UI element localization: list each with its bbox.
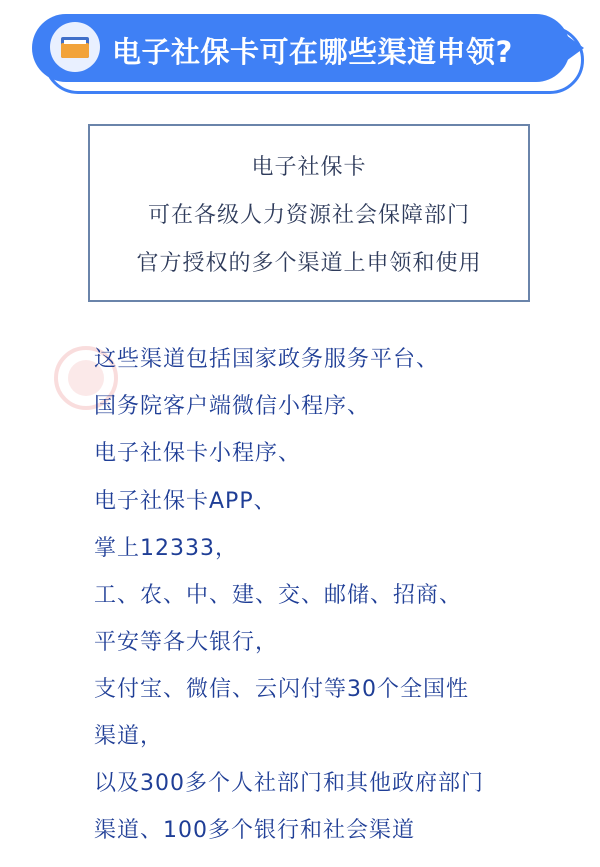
body-line: 支付宝、微信、云闪付等30个全国性 xyxy=(94,677,469,702)
body-line: 掌上12333， xyxy=(94,536,238,561)
body-line: 工、农、中、建、交、邮储、招商、 xyxy=(94,583,463,608)
body-line: 渠道， xyxy=(94,724,164,749)
header xyxy=(0,0,600,110)
quote-box xyxy=(88,124,530,302)
quote-line: 电子社保卡 xyxy=(251,155,367,180)
body-line: 渠道、100多个银行和社会渠道 xyxy=(94,818,415,843)
body-line: 这些渠道包括国家政务服务平台、 xyxy=(94,347,440,372)
folder-icon xyxy=(50,22,100,72)
quote-line: 可在各级人力资源社会保障部门 xyxy=(147,203,470,228)
body-line: 平安等各大银行， xyxy=(94,630,279,655)
body-line: 电子社保卡小程序、 xyxy=(94,441,302,466)
body-line: 以及300多个人社部门和其他政府部门 xyxy=(94,771,484,796)
body-line: 国务院客户端微信小程序、 xyxy=(94,394,371,419)
page-title: 电子社保卡可在哪些渠道申领? xyxy=(112,35,513,69)
quote-line: 官方授权的多个渠道上申领和使用 xyxy=(136,251,482,276)
body-line: 电子社保卡APP、 xyxy=(94,489,277,514)
